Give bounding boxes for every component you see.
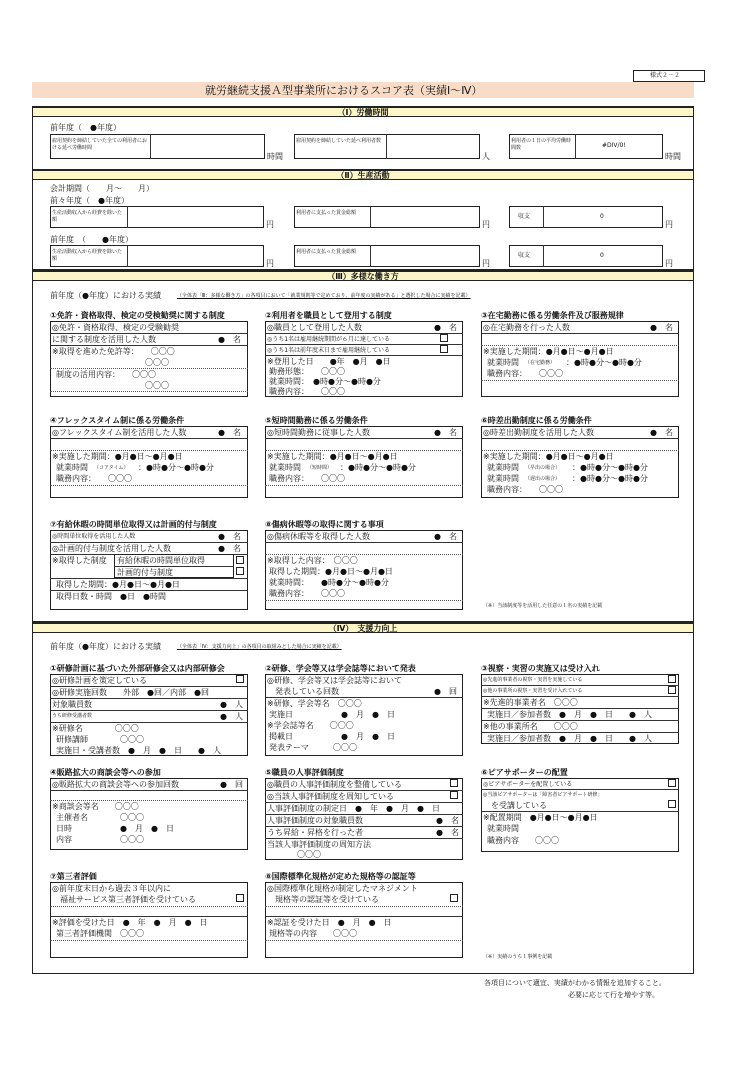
- s4-item8-checkbox[interactable]: [450, 894, 458, 902]
- s4-item1-staff-count: ● 人: [220, 700, 243, 709]
- s3-item1-row4: 〇〇〇: [145, 358, 169, 367]
- s4-item6-row4: ※配置期間 ●月●日～●月●日: [483, 813, 598, 822]
- s1-label-1a: 雇用契約を締結していた全ての利用者における延べ労働時間: [52, 138, 148, 151]
- s4-item6-checkbox-2[interactable]: [668, 800, 676, 808]
- s3-item5-row4: 職務内容： 〇〇〇: [269, 474, 345, 483]
- s4-item4-count: ● 回: [220, 780, 243, 789]
- s4-item5-row3: 人事評価制度の制定日 ● 年 ● 月 ● 日: [267, 804, 440, 813]
- s4-item3-title: ③視察・実習の実施又は受け入れ: [481, 664, 600, 673]
- s4-item4-row4: 日時 ● 月 ● 日: [56, 824, 174, 833]
- section-2-heading-text: （Ⅱ）生産活動: [336, 171, 390, 180]
- s3-item8-row3: 取得した期間：●月●日～●月●日: [269, 567, 393, 576]
- s4-item5-count-1: ● 名: [436, 816, 459, 825]
- s4-item5-checkbox-2[interactable]: [450, 791, 458, 799]
- s3-item8-row4: 就業時間： ●時●分～●時●分: [269, 578, 389, 587]
- s1-label-3: 利用者の１日の平均労働時間数: [511, 138, 572, 151]
- s4-item2-row3: ※研修、学会等名 〇〇〇: [267, 699, 362, 708]
- s3-item7-row3: ※取得した制度: [52, 556, 107, 565]
- s2-yen-1: 円: [266, 220, 274, 229]
- s3-item4-row1: ◎フレックスタイム制を活用した人数: [52, 428, 187, 437]
- s4-item5-title: ⑤職員の人事評価制度: [265, 768, 344, 777]
- s4-item8-row4: 規格等の内容 〇〇〇: [269, 929, 357, 938]
- s3-item2-row3: ◎うち1名は前年度末日まで雇用継続している: [267, 347, 391, 354]
- s4-item1-row5: ※研修名 〇〇〇: [52, 724, 139, 733]
- s4-footnote: （※）実績のうち１事例を記載: [483, 954, 553, 960]
- s4-item8-row3: ※認証を受けた日 ● 月 ● 日: [267, 918, 392, 927]
- s4-item5-row7: 〇〇〇: [297, 850, 321, 859]
- s4-item7-row2: 福祉サービス第三者評価を受けている: [60, 895, 196, 904]
- s3-item6-row4-value: ：●時●分～●時●分: [572, 474, 648, 483]
- footer-note-1: 各項目について適宜、実績がわかる情報を追加すること。: [484, 979, 666, 987]
- s4-item1-attendee-count: ● 人: [220, 712, 243, 721]
- s3-item1-row1: ◎免許・資格取得、検定の受験勧奨: [52, 323, 179, 332]
- s3-item2-count: ● 名: [434, 323, 457, 332]
- s3-item2-row2: ◎うち1名は雇用継続期間が６月に達している: [267, 336, 391, 343]
- s4-item3-row1: ◎先進的事業者の視察・実習を実施している: [483, 677, 583, 683]
- s3-item3-row3-note: （在宅勤務）: [525, 360, 556, 366]
- s2-label-b2: 利用者に支払った賃金総額: [296, 249, 357, 255]
- s4-item5-row2: ◎当該人事評価制度を周知している: [267, 792, 394, 801]
- s4-item6-row3: を受講している: [491, 801, 547, 810]
- s3-item4-count: ● 名: [218, 428, 241, 437]
- s3-item4-row4: 職務内容： 〇〇〇: [56, 474, 132, 483]
- s3-item6-row3-label: 就業時間: [487, 463, 519, 472]
- s3-item7-row2: ◎計画的付与制度を活用した人数: [52, 544, 171, 553]
- form-number-label: 様式２－２: [650, 72, 681, 79]
- s3-item4-row2: ※実施した期間：●月●日～●月●日: [52, 452, 183, 461]
- s4-item6-checkbox-1[interactable]: [668, 779, 676, 787]
- s4-item8-row2: 規格等の認証等を受けている: [275, 895, 379, 904]
- s2-balance-2: [509, 245, 663, 267]
- s3-footnote: （※）当該制度等を活用した任意の１名の実績を記載: [483, 603, 603, 609]
- s3-item2-row7: 職務内容： 〇〇〇: [269, 387, 345, 396]
- s3-item7-row1: ◎時間単位取得を活用した人数: [52, 533, 136, 540]
- s3-item1-title: ①免許・資格取得、検定の受検勧奨に関する制度: [50, 311, 225, 320]
- s1-label-2: 雇用契約を締結していた延べ利用者数: [296, 138, 382, 144]
- s1-unit-hours-2: 時間: [665, 152, 681, 161]
- s4-item3-row5: ※他の事業所名 〇〇〇: [483, 722, 578, 731]
- s1-prev-year: 前年度（ ●年度）: [50, 123, 121, 132]
- s3-item7-option-b: 計画的付与制度: [117, 568, 173, 577]
- s2-balance-1: [509, 206, 663, 228]
- s3-item6-row4-label: 就業時間: [487, 474, 519, 483]
- s3-item3-row3-value: ：●時●分～●時●分: [566, 358, 642, 367]
- s2-prev2: 前々年度（ ●年度）: [50, 196, 129, 205]
- s4-item7-row3: ※評価を受けた日 ● 年 ● 月 ● 日: [52, 918, 208, 927]
- s3-item5-row2: ※実施した期間：●月●日～●月●日: [267, 452, 398, 461]
- s4-item5-count-2: ● 名: [436, 828, 459, 837]
- s3-item5-row3-label: 就業時間: [269, 463, 301, 472]
- s3-item1-row3: ※取得を進めた免許等： 〇〇〇: [52, 347, 175, 356]
- s4-item5-row4: 人事評価制度の対象職員数: [267, 816, 363, 825]
- s3-item8-row2: ※取得した内容： 〇〇〇: [267, 556, 358, 565]
- s3-intro-note: （全体表「Ⅲ：多様な働き方」の各項目において「就業規則等で定めており、前年度の実績がある」と選択した場合に実績を記載）: [177, 293, 471, 299]
- s3-intro: 前年度（●年度）における実績: [50, 291, 161, 300]
- s4-item1-row3: 対象職員数: [52, 700, 92, 709]
- s3-item1-row2: に関する制度を活用した人数: [52, 335, 156, 344]
- s3-item4-row3-value: ：●時●分～●時●分: [138, 463, 214, 472]
- s3-item5-row3-value: ：●時●分～●時●分: [340, 463, 416, 472]
- s2-yen-2: 円: [482, 220, 490, 229]
- s3-item7-option-a: 有給休暇の時間単位取得: [117, 556, 205, 565]
- s3-item2-title: ②利用者を職員として登用する制度: [265, 311, 392, 320]
- s3-item5-row3-note: （短時間）: [307, 465, 333, 471]
- s2-balance-value-2: 0: [600, 252, 604, 259]
- s2-yen-5: 円: [482, 259, 490, 268]
- s3-item3-count: ● 名: [650, 323, 673, 332]
- s3-item7-checkbox-b[interactable]: [236, 567, 244, 575]
- s4-item7-row4: 第三者評価機関 〇〇〇: [56, 929, 144, 938]
- s3-item6-row2: ※実施した期間：●月●日～●月●日: [483, 452, 614, 461]
- s4-item2-row1: ◎研修、学会等又は学会誌等において: [267, 676, 402, 685]
- section-2-heading: [33, 170, 693, 180]
- s3-item6-row3-note: （早出の場合）: [525, 465, 561, 471]
- s4-item3-row4: 実施日／参加者数 ● 月 ● 日 ● 人: [487, 710, 652, 719]
- s3-item5-title: ⑤短時間勤務に係る労働条件: [265, 416, 368, 425]
- s4-item6-row2: ◎当該ピアサポーターは「障害者ピアサポート研修」: [483, 792, 603, 798]
- section-4-heading: [33, 623, 693, 633]
- s3-item4-title: ④フレックスタイム制に係る労働条件: [50, 416, 185, 425]
- s2-label-a1: 生産活動収入から経費を除いた額: [52, 210, 123, 223]
- s3-item8-count: ● 名: [434, 532, 457, 541]
- s3-item3-title: ③在宅勤務に係る労働条件及び服務規律: [481, 311, 624, 320]
- s4-item3-row2: ◎他の事業所の視察・実習を受け入れている: [483, 688, 583, 694]
- s3-item2-row4: ※登用した日 ●年 ●月 ●日: [267, 357, 391, 366]
- s4-item2-row2: 発表している回数: [275, 687, 339, 696]
- s3-item6-row5: 職務内容： 〇〇〇: [487, 485, 563, 494]
- s3-item6-row1: ◎時差出勤制度を活用した人数: [483, 428, 594, 437]
- s2-yen-4: 円: [266, 259, 274, 268]
- s3-item2-checkbox-2[interactable]: [440, 345, 448, 353]
- s4-item1-row1: ◎研修計画を策定している: [52, 676, 147, 685]
- s4-item2-row6: 掲載日 ● 月 ● 日: [269, 732, 395, 741]
- s2-balance-label-2: 収支: [518, 252, 531, 259]
- s4-item7-row1: ◎前年度末日から過去３年以内に: [52, 884, 171, 893]
- s3-item8-row5: 職務内容： 〇〇〇: [269, 589, 345, 598]
- s4-item3-checkbox-1[interactable]: [668, 675, 676, 683]
- section-4-heading-text: （Ⅳ） 支援力向上: [328, 624, 398, 633]
- s4-item5-row5: うち昇給・昇格を行った者: [267, 828, 363, 837]
- s2-period: 会計期間（ 月～ 月）: [50, 184, 154, 193]
- section-1-heading-text: （Ⅰ）労働時間: [337, 108, 389, 117]
- s3-item2-checkbox-1[interactable]: [440, 334, 448, 342]
- s4-item1-checkbox[interactable]: [236, 675, 244, 683]
- s4-intro: 前年度（●年度）における実績: [50, 642, 161, 651]
- s3-item7-title: ⑦有給休暇の時間単位取得又は計画的付与制度: [50, 520, 217, 529]
- s3-item1-row5: 制度の活用内容： 〇〇〇: [56, 370, 156, 379]
- s4-item2-row5: ※学会誌等名 〇〇〇: [267, 721, 354, 730]
- s4-item3-row3: ※先進的事業者名 〇〇〇: [483, 698, 578, 707]
- s3-item3-row4: 職務内容： 〇〇〇: [487, 369, 563, 378]
- s2-balance-value-1: 0: [600, 213, 604, 220]
- s3-item7-count-1: ● 名: [218, 532, 241, 541]
- s3-item3-row2: ※実施した期間：●月●日～●月●日: [483, 347, 614, 356]
- s4-item4-title: ④販路拡大の商談会等への参加: [50, 768, 161, 777]
- s4-item8-row1: ◎国際標準化規格が制定したマネジメント: [267, 884, 418, 893]
- s4-item2-count: ● 回: [434, 687, 457, 696]
- s2-prev1: 前年度 （ ●年度）: [50, 235, 133, 244]
- s4-item1-row7: 実施日・受講者数 ● 月 ● 日 ● 人: [56, 746, 221, 755]
- s4-item2-title: ②研修、学会等又は学会誌等において発表: [265, 664, 416, 673]
- s4-item5-row1: ◎職員の人事評価制度を整備している: [267, 780, 402, 789]
- s3-item2-row1: ◎職員として登用した人数: [267, 323, 362, 332]
- s3-item1-row6: 〇〇〇: [145, 381, 169, 390]
- s3-item8-row1: ◎傷病休暇等を取得した人数: [267, 532, 370, 541]
- s3-item7-row4: 取得した期間：●月●日～●月●日: [56, 580, 180, 589]
- s4-intro-note: （全体表「Ⅳ：支援力向上」の各項目の取組みとした場合に実績を記載）: [177, 644, 342, 650]
- s4-item4-row2: ※商談会等名 〇〇〇: [52, 802, 139, 811]
- s2-label-b1: 生産活動収入から経費を除いた額: [52, 249, 123, 262]
- s4-item5-row6: 当該人事評価制度の周知方法: [267, 840, 371, 849]
- section-3-heading-text: （Ⅲ）多様な働き方: [327, 272, 399, 281]
- page-title: 就労継続支援Ａ型事業所におけるスコア表（実績Ⅰ～Ⅳ）: [205, 84, 483, 97]
- s4-item7-title: ⑦第三者評価: [50, 872, 97, 881]
- s3-item4-row3-note: （コアタイム）: [94, 465, 129, 471]
- s2-yen-3: 円: [665, 220, 673, 229]
- s3-item3-row1: ◎在宅勤務を行った人数: [483, 323, 570, 332]
- s4-item4-row3: 主催者名 〇〇〇: [56, 813, 144, 822]
- s2-balance-label-1: 収支: [518, 213, 531, 220]
- s3-item2-row5: 勤務形態： 〇〇〇: [269, 367, 345, 376]
- s4-item8-title: ⑧国際標準化規格が定めた規格等の認証等: [265, 872, 416, 881]
- s4-item7-checkbox[interactable]: [236, 894, 244, 902]
- s3-item2-row6: 就業時間： ●時●分～●時●分: [269, 377, 381, 386]
- footer-note-2: 必要に応じて行を増やす等。: [568, 991, 659, 999]
- s4-item4-row5: 内容 〇〇〇: [56, 835, 144, 844]
- s4-item5-checkbox-1[interactable]: [450, 779, 458, 787]
- s4-item2-row4: 実施日 ● 月 ● 日: [269, 710, 395, 719]
- section-1-heading: [33, 107, 693, 117]
- s4-item1-row4: うち研修受講者数: [52, 713, 93, 719]
- s2-label-a2: 利用者に支払った賃金総額: [296, 210, 357, 216]
- s4-item6-title: ⑥ピアサポーターの配置: [481, 768, 568, 777]
- s3-item6-title: ⑥時差出勤制度に係る労働条件: [481, 416, 592, 425]
- s3-item5-count: ● 名: [434, 428, 457, 437]
- s3-item6-row3-value: ：●時●分～●時●分: [572, 463, 648, 472]
- s3-item7-checkbox-a[interactable]: [236, 556, 244, 564]
- s1-unit-hours-1: 時間: [267, 152, 283, 161]
- s4-item4-row1: ◎販路拡大の商談会等への参加回数: [52, 780, 179, 789]
- s4-item6-row1: ◎ピアサポーターを配置している: [483, 781, 573, 788]
- s3-item8-title: ⑧傷病休暇等の取得に関する事項: [265, 520, 384, 529]
- s1-average-value: #DIV/0!: [602, 142, 626, 149]
- s3-item7-count-2: ● 名: [218, 544, 241, 553]
- s3-item3-row3-label: 就業時間: [487, 358, 519, 367]
- s3-item7-row5: 取得日数・時間 ●日 ●時間: [56, 592, 166, 601]
- s3-item6-count: ● 名: [650, 428, 673, 437]
- s3-item6-row4-note: （遅出の場合）: [525, 476, 561, 482]
- s3-item4-row3-label: 就業時間: [56, 463, 88, 472]
- s4-item6-row5: 就業時間: [487, 824, 519, 833]
- s4-item3-checkbox-2[interactable]: [668, 686, 676, 694]
- s3-item5-row1: ◎短時間勤務に従事した人数: [267, 428, 370, 437]
- section-3-heading: [33, 271, 693, 281]
- s3-item1-count: ● 名: [218, 335, 241, 344]
- s4-item1-row6: 研修講師 〇〇〇: [56, 735, 144, 744]
- s4-item2-row7: 発表テーマ 〇〇〇: [269, 743, 357, 752]
- s1-unit-people: 人: [482, 152, 490, 161]
- s4-item3-row6: 実施日／参加者数 ● 月 ● 日 ● 人: [487, 734, 652, 743]
- s4-item1-row2: ◎研修実施回数 外部 ●回／内部 ●回: [52, 688, 209, 697]
- s4-item6-row6: 職務内容 〇〇〇: [487, 836, 559, 845]
- s2-yen-6: 円: [665, 259, 673, 268]
- s4-item1-title: ①研修計画に基づいた外部研修会又は内部研修会: [50, 664, 225, 673]
